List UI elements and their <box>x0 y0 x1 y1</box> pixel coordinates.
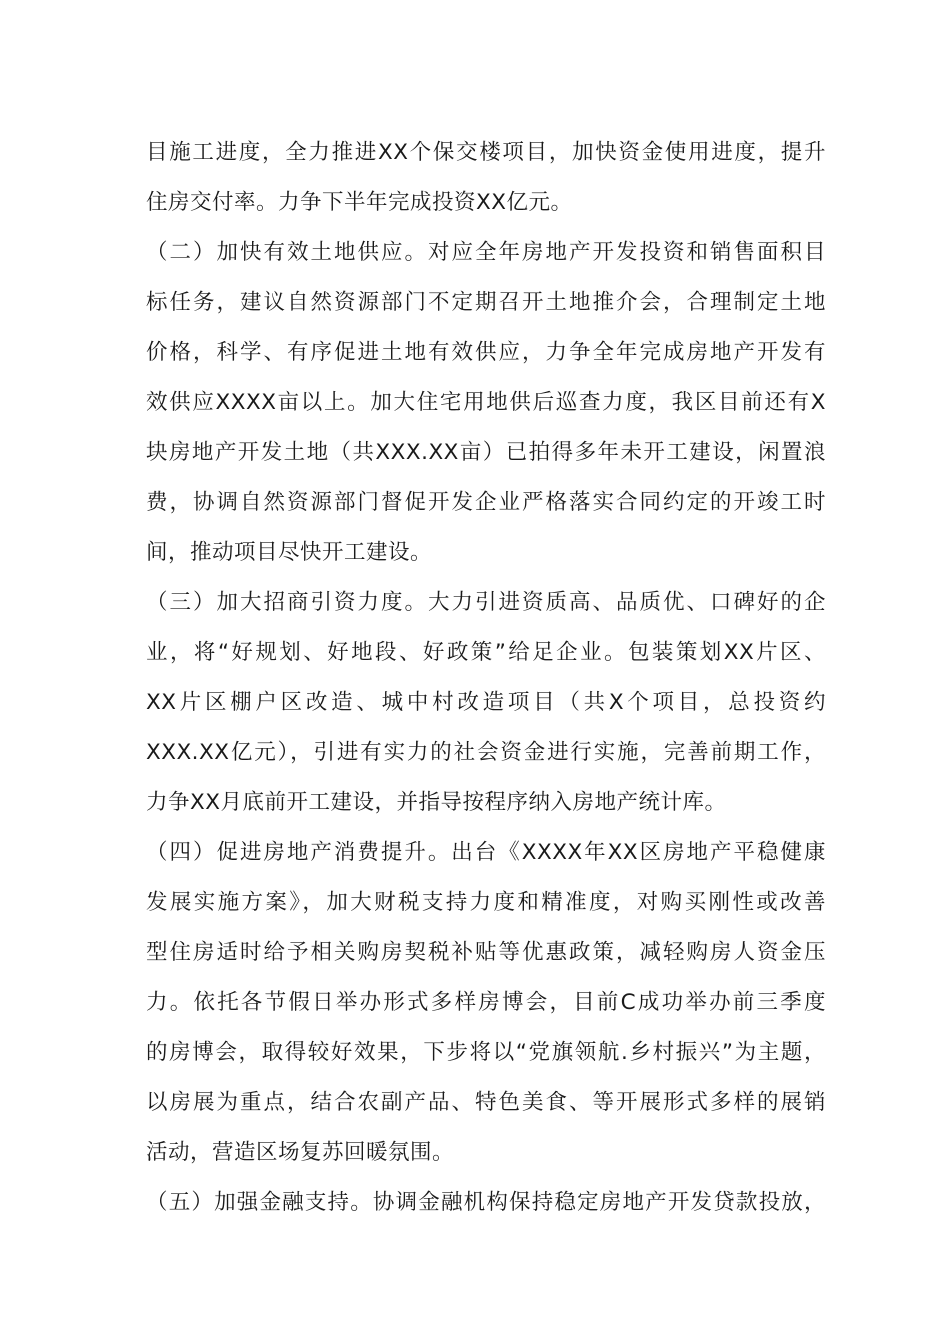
text-line: （二）加快有效土地供应。对应全年房地产开发投资和销售面积目 <box>146 240 826 265</box>
document-body <box>146 128 826 1228</box>
paragraph-5 <box>146 1178 826 1228</box>
paragraph-1 <box>146 128 826 228</box>
text-line: 力。依托各节假日举办形式多样房博会，目前C成功举办前三季度 <box>146 990 826 1015</box>
text-line: 效供应XXXX亩以上。加大住宅用地供后巡查力度，我区目前还有X <box>146 390 826 415</box>
text-line: （四）促进房地产消费提升。出台《XXXX年XX区房地产平稳健康 <box>146 840 826 865</box>
text-line: 价格，科学、有序促进土地有效供应，力争全年完成房地产开发有 <box>146 340 826 365</box>
paragraph-4 <box>146 828 826 1178</box>
text-line: XX片区棚户区改造、城中村改造项目（共X个项目，总投资约 <box>146 690 826 715</box>
text-line: XXX.XX亿元），引进有实力的社会资金进行实施，完善前期工作， <box>146 740 826 765</box>
text-line: 活动，营造区场复苏回暖氛围。 <box>146 1140 455 1165</box>
text-line: 费，协调自然资源部门督促开发企业严格落实合同约定的开竣工时 <box>146 490 826 515</box>
text-line: 力争XX月底前开工建设，并指导按程序纳入房地产统计库。 <box>146 790 727 815</box>
paragraph-3 <box>146 578 826 828</box>
text-line: 业，将“好规划、好地段、好政策”给足企业。包装策划XX片区、 <box>146 640 826 665</box>
text-line: 住房交付率。力争下半年完成投资XX亿元。 <box>146 190 573 215</box>
text-line: 的房博会，取得较好效果，下步将以“党旗领航.乡村振兴”为主题， <box>146 1040 826 1065</box>
text-line: 发展实施方案》，加大财税支持力度和精准度，对购买刚性或改善 <box>146 890 826 915</box>
text-line: （五）加强金融支持。协调金融机构保持稳定房地产开发贷款投放， <box>146 1190 826 1215</box>
text-line: 间，推动项目尽快开工建设。 <box>146 540 433 565</box>
text-line: 标任务，建议自然资源部门不定期召开土地推介会，合理制定土地 <box>146 290 826 315</box>
text-line: 型住房适时给予相关购房契税补贴等优惠政策，减轻购房人资金压 <box>146 940 826 965</box>
text-line: 块房地产开发土地（共XXX.XX亩）已拍得多年未开工建设，闲置浪 <box>146 440 826 465</box>
text-line: 以房展为重点，结合农副产品、特色美食、等开展形式多样的展销 <box>146 1090 826 1115</box>
text-line: （三）加大招商引资力度。大力引进资质高、品质优、口碑好的企 <box>146 590 826 615</box>
text-line: 目施工进度，全力推进XX个保交楼项目，加快资金使用进度，提升 <box>146 140 826 165</box>
paragraph-2 <box>146 228 826 578</box>
